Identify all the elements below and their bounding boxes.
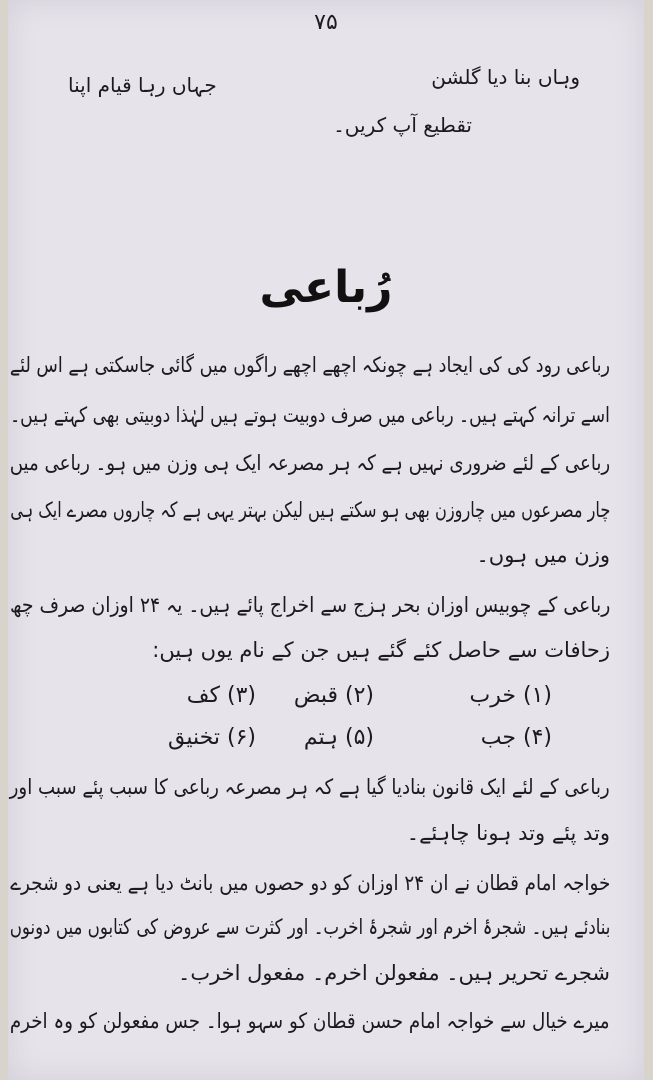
paragraph-line: رباعی کے چوبیس اوزان بحر ہزج سے اخراج پائے ہیں۔ یہ ۲۴ اوزان صرف چھ [9, 593, 611, 617]
paragraph-line: زحافات سے حاصل کئے گئے ہیں جن کے نام یوں ہیں: [152, 638, 610, 662]
zihaf-item: (۵) ہتم [303, 725, 374, 750]
paragraph-line: وتد پئے وتد ہونا چاہئے۔ [406, 821, 610, 845]
heading: رُباعی [259, 262, 393, 313]
zihaf-item: (۳) کف [186, 683, 256, 708]
paragraph-line: وزن میں ہوں۔ [476, 543, 610, 567]
paragraph-line: شجرے تحریر ہیں۔ مفعولن اخرم۔ مفعول اخرب۔ [178, 961, 610, 985]
paragraph-line: رباعی رود کی کی ایجاد ہے چونکہ اچھے اچھے راگوں میں گائی جاسکتی ہے اس لئے [9, 353, 610, 377]
paragraph-line: میرے خیال سے خواجہ امام حسن قطان کو سہو ہوا۔ جس مفعولن کو وہ اخرم [10, 1009, 610, 1033]
page-number: ۷۵ [314, 10, 338, 35]
zihaf-item: (۴) جب [480, 725, 552, 750]
zihaf-item: (۱) خرب [469, 683, 552, 708]
paragraph-line: خواجہ امام قطان نے ان ۲۴ اوزان کو دو حصوں میں بانٹ دیا ہے یعنی دو شجرے [9, 871, 610, 895]
paragraph-line: اسے ترانہ کہتے ہیں۔ رباعی میں صرف دوبیت ہوتے ہیں لہٰذا دوبیتی بھی کہتے ہیں۔ [10, 403, 610, 427]
verse-right-2: تقطیع آپ کریں۔ [333, 113, 472, 137]
zihaf-item: (۲) قبض [293, 683, 374, 708]
book-page [8, 0, 644, 1080]
verse-right-1: وہاں بنا دیا گلشن [431, 65, 580, 89]
paragraph-line: چار مصرعوں میں چاروزن بھی ہو سکتے ہیں لیکن بہتر یہی ہے کہ چاروں مصرے ایک ہی [9, 498, 610, 522]
paragraph-line: رباعی کے لئے ضروری نہیں ہے کہ ہر مصرعہ ایک ہی وزن میں ہو۔ رباعی میں [9, 451, 610, 475]
verse-left: جہاں رہا قیام اپنا [68, 73, 217, 97]
zihaf-item: (۶) تخنیق [168, 725, 256, 750]
paragraph-line: رباعی کے لئے ایک قانون بنادیا گیا ہے کہ ہر مصرعہ رباعی کا سبب پئے سبب اور [9, 775, 610, 799]
paragraph-line: بنادئے ہیں۔ شجرۂ اخرم اور شجرۂ اخرب۔ اور کثرت سے عروض کی کتابوں میں دونوں [9, 915, 610, 939]
